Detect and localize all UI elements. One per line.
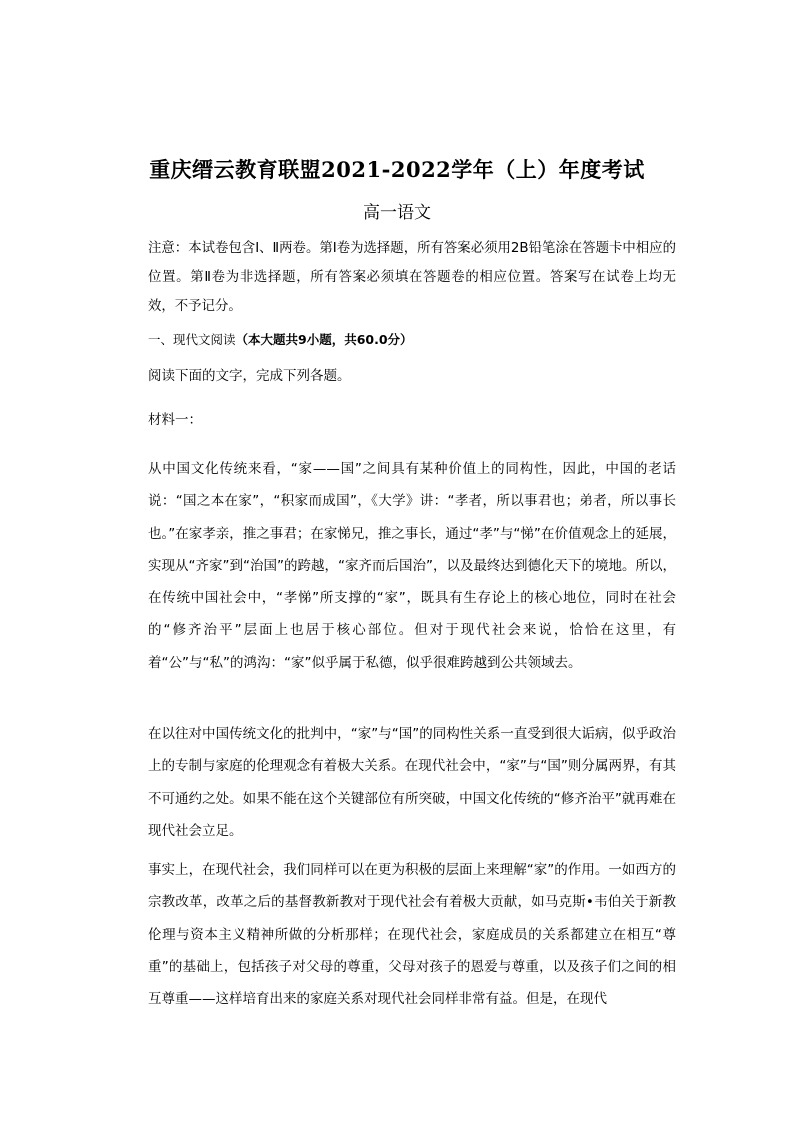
section-detail: （本大题共9小题，共60.0分） bbox=[235, 332, 413, 347]
section-prefix: 一、现代文阅读 bbox=[148, 332, 236, 347]
reading-instruction: 阅读下面的文字，完成下列各题。 bbox=[148, 368, 351, 384]
paragraph-2: 在以往对中国传统文化的批判中，“家”与“国”的同构性关系一直受到很大诟病，似乎政治上的专制与家庭的伦理观念有着极大关系。在现代社会中，“家”与“国”则分属两界，有其不可通约之处。如果不能在这个关键部位有所突破，中国文化传统的“修齐治平”就再难在现代社会立足。 bbox=[148, 726, 676, 839]
section-heading bbox=[148, 329, 676, 351]
exam-subtitle: 高一语文 bbox=[363, 203, 431, 223]
paragraph-3: 事实上，在现代社会，我们同样可以在更为积极的层面上来理解“家”的作用。一如西方的宗教改革，改革之后的基督教新教对于现代社会有着极大贡献，如马克斯•韦伯关于新教伦理与资本主义精神所做的分析那样；在现代社会，家庭成员的关系都建立在相互“尊重”的基础上，包括孩子对父母的尊重，父母对孩子的恩爱与尊重，以及孩子们之间的相互尊重——这样培育出来的家庭关系对现代社会同样非常有益。但是，在现代 bbox=[148, 862, 676, 1008]
paragraph-1: 从中国文化传统来看，“家——国”之间具有某种价值上的同构性，因此，中国的老话说：“国之本在家”，“积家而成国”，《大学》讲：“孝者，所以事君也；弟者，所以事长也。”在家孝亲，推之事君；在家悌兄，推之事长，通过“孝”与“悌”在价值观念上的延展，实现从“齐家”到“治国”的跨越，“家齐而后国治”，以及最终达到德化天下的境地。所以，在传统中国社会中，“孝悌”所支撑的“家”，既具有生存论上的核心地位，同时在社会的“修齐治平”层面上也居于核心部位。但对于现代社会来说，恰恰在这里，有着“公”与“私”的鸿沟：“家”似乎属于私德，似乎很难跨越到公共领域去。 bbox=[148, 461, 676, 671]
material-label: 材料一： bbox=[148, 412, 202, 428]
exam-notice: 注意：本试卷包含Ⅰ、Ⅱ两卷。第Ⅰ卷为选择题，所有答案必须用2B铅笔涂在答题卡中相应的位置。第Ⅱ卷为非选择题，所有答案必须填在答题卷的相应位置。答案写在试卷上均无效，不予记分。 bbox=[148, 241, 676, 314]
exam-title: 重庆缙云教育联盟2021-2022学年（上）年度考试 bbox=[149, 157, 645, 182]
